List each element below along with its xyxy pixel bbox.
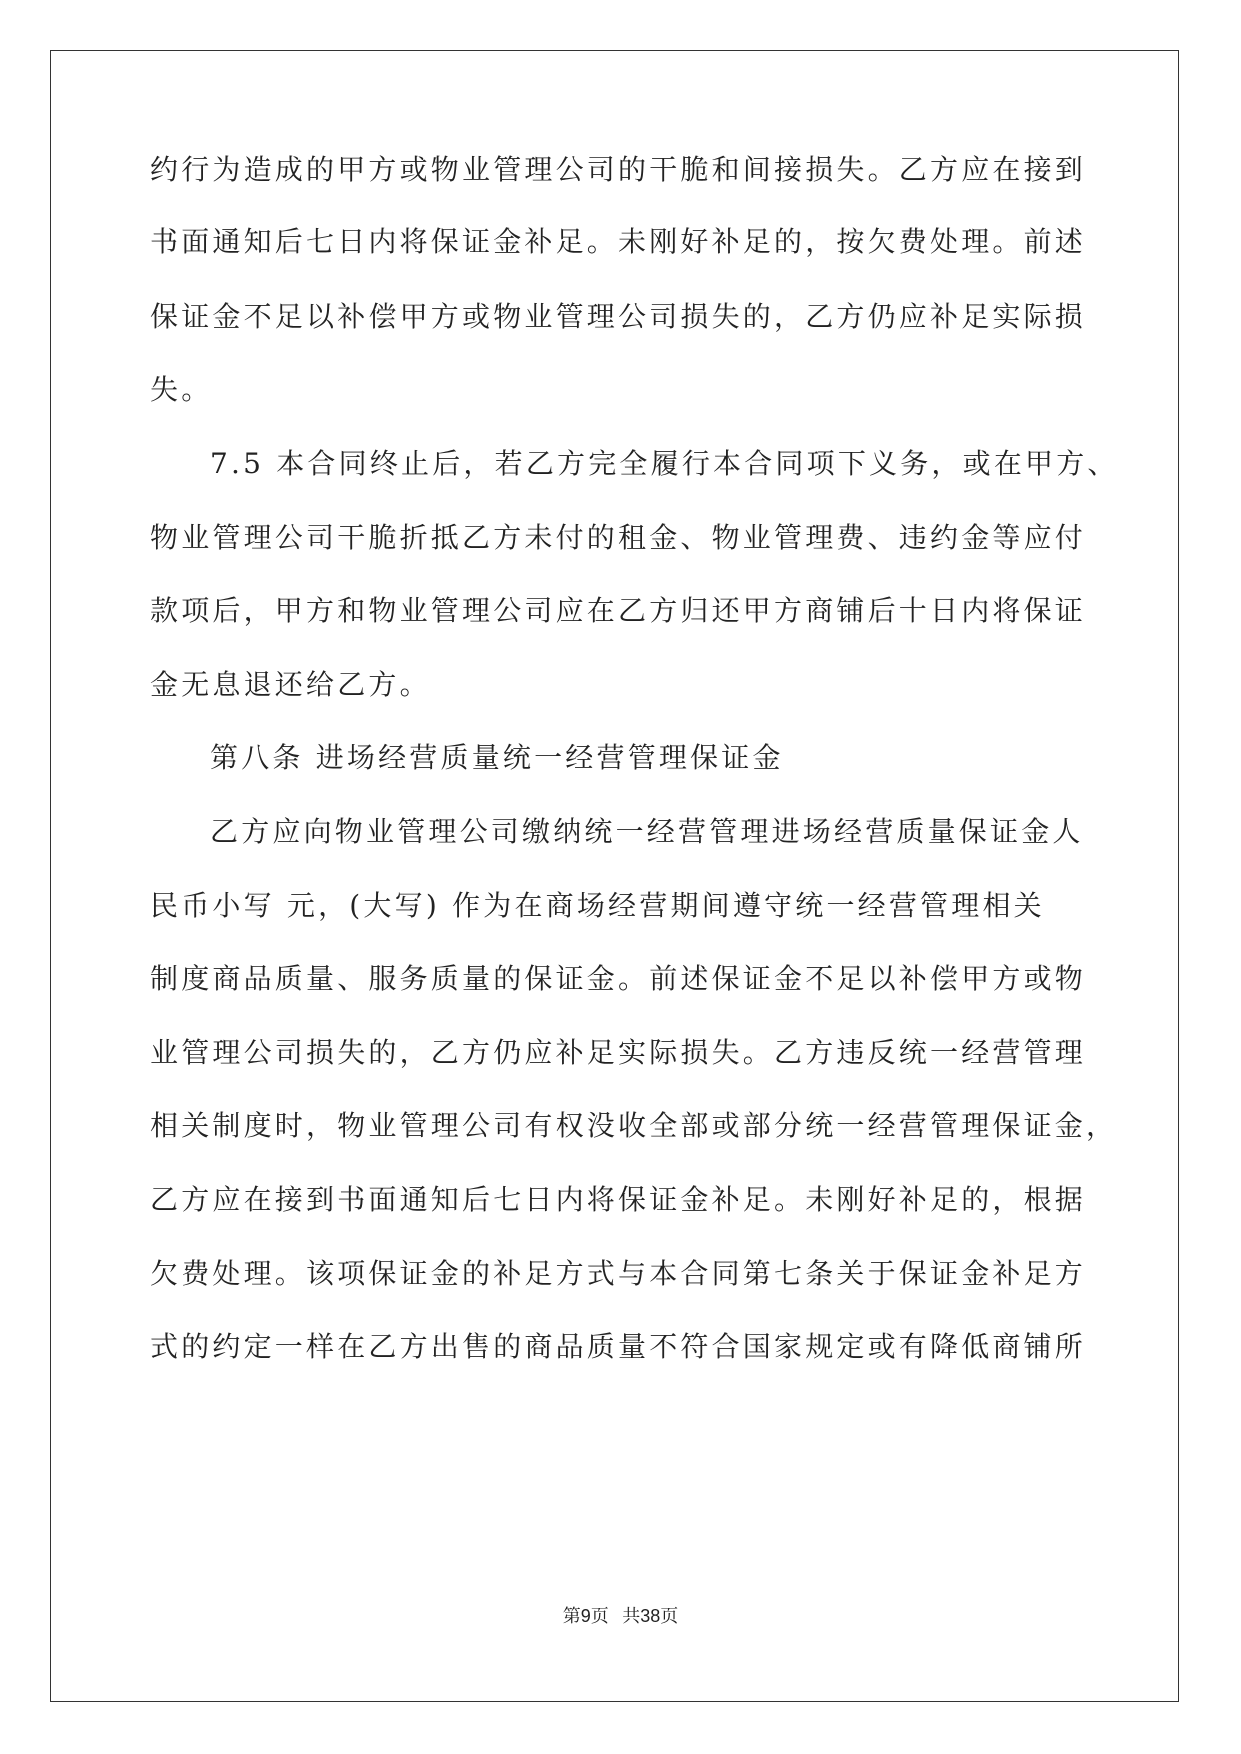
- text-line-6: 物业管理公司干脆折抵乙方未付的租金、物业管理费、违约金等应付: [150, 521, 1087, 554]
- text-line-3: 保证金不足以补偿甲方或物业管理公司损失的，乙方仍应补足实际损: [150, 300, 1087, 333]
- text-line-17: 式的约定一样在乙方出售的商品质量不符合国家规定或有降低商铺所: [150, 1330, 1087, 1363]
- text-line-1: 约行为造成的甲方或物业管理公司的干脆和间接损失。乙方应在接到: [150, 153, 1087, 186]
- text-line-12: 制度商品质量、服务质量的保证金。前述保证金不足以补偿甲方或物: [150, 962, 1087, 995]
- text-line-5: 7.5 本合同终止后，若乙方完全履行本合同项下义务，或在甲方、: [210, 447, 1119, 480]
- total-suffix: 页: [660, 1606, 679, 1626]
- text-line-16: 欠费处理。该项保证金的补足方式与本合同第七条关于保证金补足方: [150, 1257, 1087, 1290]
- text-line-7: 款项后，甲方和物业管理公司应在乙方归还甲方商铺后十日内将保证: [150, 594, 1087, 627]
- page-prefix: 第: [562, 1606, 581, 1626]
- page-number: 9: [580, 1606, 591, 1626]
- text-line-11: 民币小写 元，(大写) 作为在商场经营期间遵守统一经营管理相关: [150, 889, 1045, 922]
- section-heading: 第八条 进场经营质量统一经营管理保证金: [210, 741, 784, 774]
- text-line-8: 金无息退还给乙方。: [150, 668, 431, 701]
- page-footer: [0, 1604, 1241, 1628]
- text-line-4: 失。: [150, 373, 213, 406]
- total-prefix: 共: [622, 1606, 641, 1626]
- text-line-14: 相关制度时，物业管理公司有权没收全部或部分统一经营管理保证金，: [150, 1109, 1118, 1142]
- text-line-10: 乙方应向物业管理公司缴纳统一经营管理进场经营质量保证金人: [210, 815, 1084, 848]
- text-line-13: 业管理公司损失的，乙方仍应补足实际损失。乙方违反统一经营管理: [150, 1036, 1087, 1069]
- text-line-15: 乙方应在接到书面通知后七日内将保证金补足。未刚好补足的，根据: [150, 1183, 1087, 1216]
- total-pages: 38: [640, 1606, 661, 1626]
- text-line-2: 书面通知后七日内将保证金补足。未刚好补足的，按欠费处理。前述: [150, 225, 1087, 258]
- page-suffix: 页: [590, 1606, 609, 1626]
